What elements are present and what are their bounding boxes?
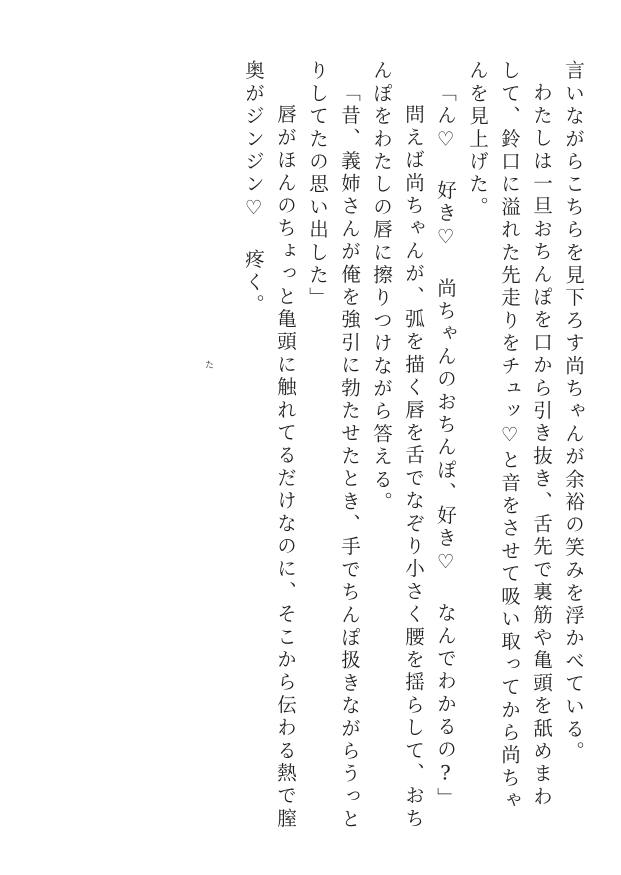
text-line: 奥がジンジン♡ 疼く。 xyxy=(242,60,265,317)
text-line: 「ん♡ 好き♡ 尚ちゃんのおちんぽ、好き♡ なんでわかるの?」 xyxy=(434,82,457,811)
text-line-with-ruby: 「昔、義姉さんが俺を強引に勃たせたとき、手でちんぽ扱きながらうっと xyxy=(338,82,361,832)
vertical-text-body xyxy=(38,60,585,832)
text-line: りしてたの思い出した」 xyxy=(306,60,329,310)
text-line: わたしは一旦おちんぽを口から引き抜き、舌先で裏筋や亀頭を舐めまわ xyxy=(530,82,553,809)
ruby-annotation: た xyxy=(203,360,213,369)
text-line: して、鈴口に溢れた先走りをチュッ♡と音をさせて吸い取ってから尚ちゃ xyxy=(498,60,521,813)
text-line: 唇がほんのちょっと亀頭に触れてるだけなのに、そこから伝わる熱で膣 xyxy=(274,104,297,831)
text-line: 言いながらこちらを見下ろす尚ちゃんが余裕の笑みを浮かべている。 xyxy=(562,60,585,764)
text-line: 問えば尚ちゃんが、弧を描く唇を舌でなぞり小さく腰を揺らして、おち xyxy=(402,104,425,831)
text-line: んを見上げた。 xyxy=(466,60,489,219)
text-line: んぽをわたしの唇に擦りつけながら答える。 xyxy=(370,60,393,514)
